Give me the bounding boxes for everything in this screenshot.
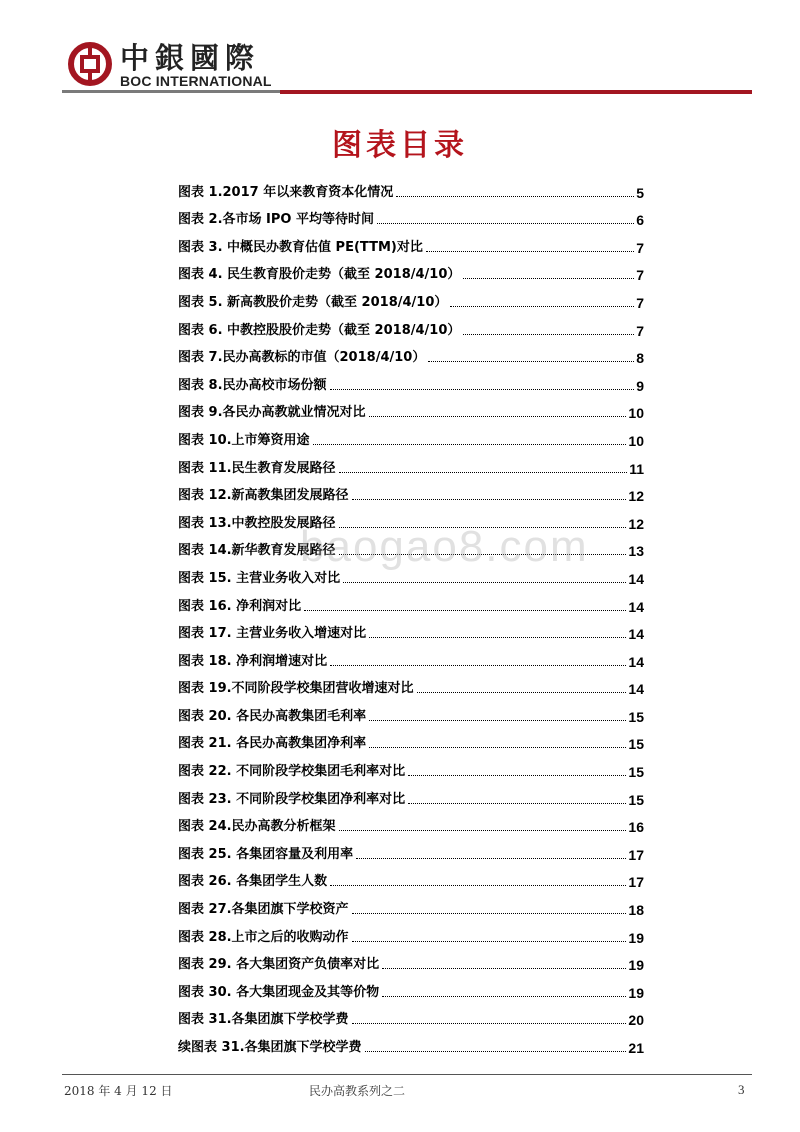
toc-entry-page: 15 (628, 791, 644, 808)
toc-entry-label: 图表 18. 净利润增速对比 (178, 653, 328, 669)
toc-entry-page: 15 (628, 764, 644, 781)
toc-entry-label: 图表 9.各民办高教就业情况对比 (178, 405, 366, 421)
toc-entry[interactable] (178, 835, 644, 863)
toc-entry-label: 图表 24.民办高教分析框架 (178, 819, 336, 835)
toc-entry[interactable] (178, 808, 644, 836)
toc-entry-page: 11 (629, 460, 644, 477)
toc-entry[interactable] (178, 421, 644, 449)
toc-entry[interactable] (178, 615, 644, 643)
toc-entry-page: 7 (636, 322, 644, 339)
toc-dot-leader (408, 803, 626, 804)
toc-entry[interactable] (178, 780, 644, 808)
toc-entry-label: 图表 14.新华教育发展路径 (178, 543, 336, 559)
toc-entry-label: 图表 12.新高教集团发展路径 (178, 488, 349, 504)
toc-entry-page: 15 (628, 736, 644, 753)
toc-entry[interactable] (178, 339, 644, 367)
toc-dot-leader (352, 941, 627, 942)
toc-dot-leader (369, 416, 627, 417)
toc-title: 图表目录 (332, 128, 468, 163)
toc-entry-label: 图表 26. 各集团学生人数 (178, 874, 328, 890)
toc-entry-page: 16 (628, 819, 644, 836)
brand-name-english: BOC INTERNATIONAL (120, 73, 272, 89)
toc-entry-label: 图表 1.2017 年以来教育资本化情况 (178, 184, 394, 200)
toc-entry-label: 图表 16. 净利润对比 (178, 598, 302, 614)
toc-entry-page: 7 (636, 267, 644, 284)
toc-dot-leader (343, 582, 626, 583)
toc-entry-label: 图表 20. 各民办高教集团毛利率 (178, 708, 367, 724)
toc-entry-page: 20 (628, 1012, 644, 1029)
toc-entry-page: 15 (628, 708, 644, 725)
toc-dot-leader (428, 361, 634, 362)
toc-entry-label: 图表 27.各集团旗下学校资产 (178, 902, 349, 918)
toc-entry[interactable] (178, 228, 644, 256)
toc-entry-label: 图表 19.不同阶段学校集团营收增速对比 (178, 681, 414, 697)
toc-entry-page: 14 (628, 598, 644, 615)
toc-entry[interactable] (178, 201, 644, 229)
toc-entry-label: 续图表 31.各集团旗下学校学费 (178, 1040, 362, 1055)
page-header (0, 0, 800, 100)
boc-logo-icon (68, 42, 112, 86)
toc-entry-page: 9 (636, 377, 644, 394)
toc-entry-page: 10 (628, 405, 644, 422)
toc-dot-leader (382, 996, 626, 997)
toc-entry-page: 12 (628, 488, 644, 505)
toc-entry-label: 图表 25. 各集团容量及利用率 (178, 846, 354, 862)
toc-dot-leader (417, 692, 627, 693)
toc-entry-page: 17 (628, 846, 644, 863)
toc-dot-leader (339, 472, 628, 473)
toc-dot-leader (377, 223, 634, 224)
toc-dot-leader (450, 306, 634, 307)
toc-entry-page: 14 (628, 570, 644, 587)
toc-dot-leader (352, 499, 627, 500)
toc-entry-page: 19 (628, 929, 644, 946)
toc-entry[interactable] (178, 587, 644, 615)
toc-entry[interactable] (178, 642, 644, 670)
toc-dot-leader (382, 968, 626, 969)
toc-dot-leader (330, 885, 626, 886)
toc-entry-label: 图表 11.民生教育发展路径 (178, 460, 336, 476)
toc-entry[interactable] (178, 283, 644, 311)
toc-dot-leader (356, 858, 626, 859)
toc-dot-leader (339, 554, 627, 555)
watermark: baogao8.com (300, 522, 589, 571)
toc-entry[interactable] (178, 532, 644, 560)
toc-entry[interactable] (178, 504, 644, 532)
toc-entry[interactable] (178, 973, 644, 1001)
toc-entry-page: 7 (636, 294, 644, 311)
toc-entry[interactable] (178, 670, 644, 698)
footer-date: 2018 年 4 月 12 日 (64, 1084, 173, 1098)
toc-entry[interactable] (178, 863, 644, 891)
toc-dot-leader (426, 251, 634, 252)
toc-entry-label: 图表 17. 主营业务收入增速对比 (178, 626, 367, 642)
toc-entry-page: 7 (636, 239, 644, 256)
toc-entry-label: 图表 10.上市筹资用途 (178, 432, 310, 448)
toc-entry[interactable] (178, 918, 644, 946)
brand-name-chinese: 中銀國際 (120, 41, 261, 75)
toc-entry-label: 图表 15. 主营业务收入对比 (178, 570, 341, 586)
toc-entry-label: 图表 6. 中教控股股价走势（截至 2018/4/10） (178, 322, 461, 338)
toc-entry-page: 19 (628, 957, 644, 974)
toc-entry-label: 图表 7.民办高教标的市值（2018/4/10） (178, 350, 426, 366)
toc-entry-label: 图表 30. 各大集团现金及其等价物 (178, 984, 380, 1000)
toc-entry[interactable] (178, 946, 644, 974)
toc-dot-leader (463, 278, 634, 279)
toc-entry-label: 图表 8.民办高校市场份额 (178, 377, 327, 393)
toc-dot-leader (352, 1023, 627, 1024)
toc-entry[interactable] (178, 1001, 644, 1029)
toc-entry-page: 13 (628, 543, 644, 560)
toc-dot-leader (313, 444, 627, 445)
toc-entry-page: 19 (628, 984, 644, 1001)
toc-entry-page: 10 (628, 432, 644, 449)
footer-divider (62, 1074, 752, 1075)
toc-dot-leader (369, 747, 626, 748)
toc-entry-page: 14 (628, 626, 644, 643)
toc-entry[interactable] (178, 559, 644, 587)
toc-dot-leader (408, 775, 626, 776)
toc-entry-label: 图表 4. 民生教育股价走势（截至 2018/4/10） (178, 267, 461, 283)
toc-dot-leader (339, 527, 627, 528)
toc-dot-leader (365, 1051, 627, 1052)
toc-entry[interactable] (178, 890, 644, 918)
toc-entry[interactable] (178, 697, 644, 725)
toc-entry-label: 图表 21. 各民办高教集团净利率 (178, 736, 367, 752)
toc-entry-label: 图表 13.中教控股发展路径 (178, 515, 336, 531)
toc-entry[interactable] (178, 311, 644, 339)
toc-entry[interactable] (178, 394, 644, 422)
toc-dot-leader (352, 913, 627, 914)
toc-entry[interactable] (178, 366, 644, 394)
page-number: 3 (738, 1082, 745, 1097)
toc-entry[interactable] (178, 1028, 644, 1056)
toc-dot-leader (339, 830, 627, 831)
header-accent-bar (280, 90, 752, 94)
toc-dot-leader (330, 389, 635, 390)
toc-entry-page: 12 (628, 515, 644, 532)
toc-dot-leader (463, 334, 634, 335)
toc-dot-leader (369, 720, 626, 721)
footer-series-title: 民办高教系列之二 (309, 1084, 406, 1098)
toc-entry-page: 18 (628, 902, 644, 919)
toc-entry[interactable] (178, 449, 644, 477)
toc-entry-label: 图表 31.各集团旗下学校学费 (178, 1012, 349, 1028)
toc-dot-leader (304, 610, 626, 611)
toc-entry[interactable] (178, 725, 644, 753)
toc-entry-label: 图表 3. 中概民办教育估值 PE(TTM)对比 (178, 239, 423, 255)
toc-entry-page: 5 (636, 184, 644, 201)
toc-entry-label: 图表 23. 不同阶段学校集团净利率对比 (178, 791, 406, 807)
toc-entry-page: 21 (628, 1040, 644, 1056)
toc-entry-page: 6 (636, 212, 644, 229)
toc-entry-page: 17 (628, 874, 644, 891)
toc-dot-leader (369, 637, 626, 638)
toc-entry-label: 图表 28.上市之后的收购动作 (178, 929, 349, 945)
toc-entry-page: 8 (636, 350, 644, 367)
toc-entry-label: 图表 22. 不同阶段学校集团毛利率对比 (178, 764, 406, 780)
toc-dot-leader (396, 196, 634, 197)
toc-entry-page: 14 (628, 653, 644, 670)
toc-entry-page: 14 (628, 681, 644, 698)
toc-dot-leader (330, 665, 626, 666)
toc-entry-label: 图表 29. 各大集团资产负债率对比 (178, 957, 380, 973)
toc-list (178, 173, 644, 1056)
toc-entry[interactable] (178, 477, 644, 505)
toc-entry[interactable] (178, 752, 644, 780)
toc-entry-label: 图表 5. 新高教股价走势（截至 2018/4/10） (178, 294, 448, 310)
toc-entry[interactable] (178, 173, 644, 201)
toc-entry-label: 图表 2.各市场 IPO 平均等待时间 (178, 212, 374, 228)
toc-entry[interactable] (178, 256, 644, 284)
